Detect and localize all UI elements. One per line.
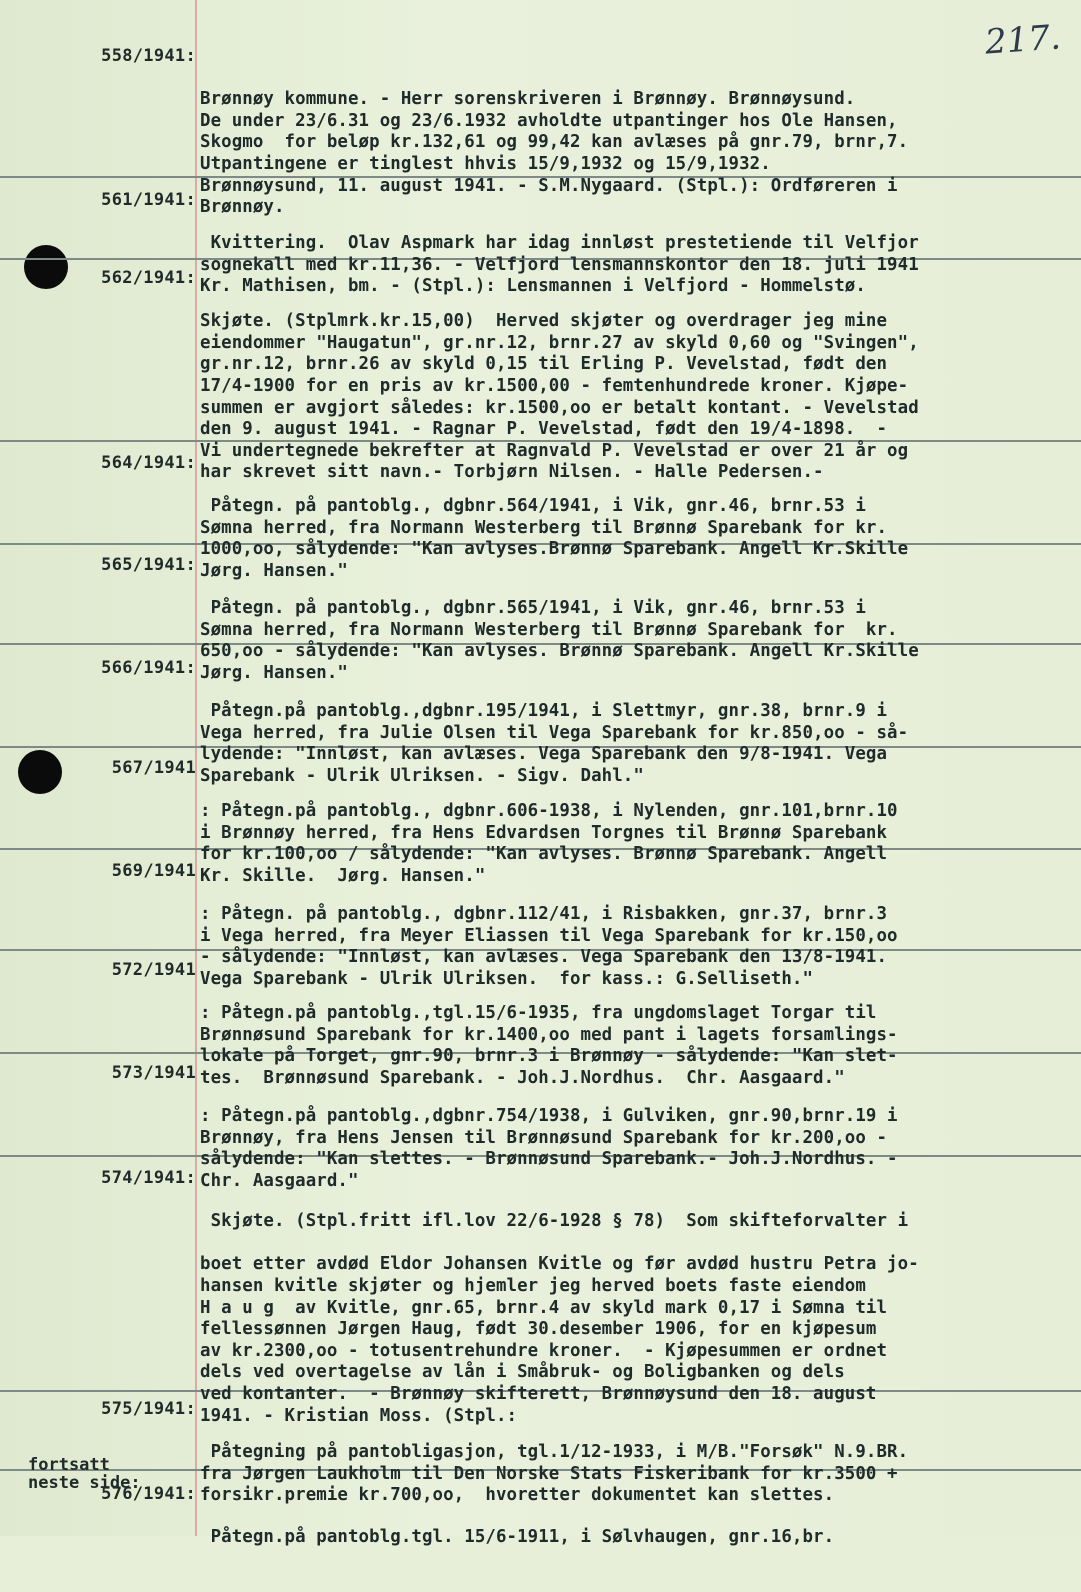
entry-number: 565/1941: — [101, 555, 196, 575]
entry-number: 575/1941: — [101, 1399, 196, 1419]
ledger-entry — [0, 1484, 1081, 1548]
entry-number: 569/1941 — [111, 861, 196, 881]
entry-text: : Påtegn. på pantoblg., dgbnr.112/41, i Risbakken, gnr.37, brnr.3 i Vega herred, fra Meyer Eliassen til Vega Sparebank for kr.150,oo - sålydende: "Innløst, kan avlæses. Vega Sparebank den 13/8-1941. Vega Sparebank - Ulrik Ulriksen. for kass.: G.Selliseth." — [200, 904, 898, 989]
entry-text: Brønnøy kommune. - Herr sorenskriveren i Brønnøy. Brønnøysund. De under 23/6.31 og 23/6.1932 avholdte utpantinger hos Ole Hansen, Skogmo for beløp kr.132,61 og 99,42 kan avlæses på gnr.79, brnr,7. Utpantingene er tinglest hhvis 15/9,1932 og 15/9,1932. Brønnøysund, 11. august 1941. - S.M.Nygaard. (Stpl.): Ordføreren i Brønnøy. — [200, 89, 909, 218]
entry-number: 574/1941: — [101, 1168, 196, 1188]
entry-text: : Påtegn.på pantoblg.,tgl.15/6-1935, fra ungdomslaget Torgar til Brønnøsund Sparebank for kr.1400,oo med pant i lagets forsamlings- lokale på Torget, gnr.90, brnr.3 i Brønnøy - sålydende: "Kan slet- tes. Brønnøsund Sparebank. - Joh.J.Nordhus. Chr. Aasgaard." — [200, 1003, 898, 1088]
entry-text: Påtegning på pantobligasjon, tgl.1/12-1933, i M/B."Forsøk" N.9.BR. fra Jørgen Laukholm til Den Norske Stats Fiskeribank for kr.3500 + forsikr.premie kr.700,oo, hvoretter dokumentet kan slettes. — [200, 1442, 909, 1506]
entry-text: Skjøte. (Stplmrk.kr.15,00) Herved skjøter og overdrager jeg mine eiendommer "Haugatun", gr.nr.12, brnr.27 av skyld 0,60 og "Svingen", gr.nr.12, brnr.26 av skyld 0,15 til Erling P. Vevelstad, født den 17/4-1900 for en pris av kr.1500,00 - femtenhundrede kroner. Kjøpe- summen er avgjort således: kr.1500,oo er betalt kontant. - Vevelstad den 9. august 1941. - Ragnar P. Vevelstad, født den 19/4-1898. - Vi undertegnede bekrefter at Ragnvald P. Vevelstad er over 21 år og har skrevet sitt navn.- Torbjørn Nilsen. - Halle Pedersen.- — [200, 311, 919, 483]
entry-number: 566/1941: — [101, 658, 196, 678]
page-number: 217. — [983, 17, 1063, 63]
entry-text: Påtegn.på pantoblg.tgl. 15/6-1911, i Sølvhaugen, gnr.16,br. — [200, 1527, 835, 1548]
entry-number: 572/1941 — [111, 960, 196, 980]
entry-number: 564/1941: — [101, 453, 196, 473]
entry-text: : Påtegn.på pantoblg.,dgbnr.754/1938, i Gulviken, gnr.90,brnr.19 i Brønnøy, fra Hens Jensen til Brønnøsund Sparebank for kr.200,oo - sålydende: "Kan slettes. - Brønnøsund Sparebank.- Joh.J.Nordhus. - Chr. Aasgaard." — [200, 1106, 898, 1191]
entry-number: 561/1941: — [101, 190, 196, 210]
entry-text: Påtegn.på pantoblg.,dgbnr.195/1941, i Slettmyr, gnr.38, brnr.9 i Vega herred, fra Julie Olsen til Vega Sparebank for kr.850,oo - så- lydende: "Innløst, kan avlæses. Vega Sparebank den 9/8-1941. Vega Sparebank - Ulrik Ulriksen. - Sigv. Dahl." — [200, 701, 909, 786]
entry-text: Skjøte. (Stpl.fritt ifl.lov 22/6-1928 § 78) Som skifteforvalter i boet etter avdød Eldor Johansen Kvitle og før avdød hustru Petra jo- hansen kvitle skjøter og hjemler jeg herved boets faste eiendom H a u g av Kvitle, gnr.65, brnr.4 av skyld mark 0,17 i Sømna til fellessønnen Jørgen Haug, født 30.desember 1906, for en kjøpesum av kr.2300,oo - totusentrehundre kroner. - Kjøpesummen er ordnet dels ved overtagelse av lån i Småbruk- og Boligbanken og dels ved kontanter. - Brønnøy skifterett, Brønnøysund den 18. august 1941. - Kristian Moss. (Stpl.: — [200, 1211, 919, 1426]
continued-note-text: fortsatt neste side: — [28, 1455, 141, 1493]
entry-text: Påtegn. på pantoblg., dgbnr.565/1941, i Vik, gnr.46, brnr.53 i Sømna herred, fra Normann Westerberg til Brønnø Sparebank for kr. 650,oo - sålydende: "Kan avlyses. Brønnø Sparebank. Angell Kr.Skille Jørg. Hansen." — [200, 598, 919, 683]
entry-text: : Påtegn.på pantoblg., dgbnr.606-1938, i Nylenden, gnr.101,brnr.10 i Brønnøy herred, fra Hens Edvardsen Torgnes til Brønnø Sparebank for kr.100,oo / sålydende: "Kan avlyses. Brønnø Sparebank. Angell Kr. Skille. Jørg. Hansen." — [200, 801, 898, 886]
entry-number: 573/1941 — [111, 1063, 196, 1083]
entry-number: 567/1941 — [111, 758, 196, 778]
entry-text: Kvittering. Olav Aspmark har idag innløst prestetiende til Velfjor sognekall med kr.11,36. - Velfjord lensmannskontor den 18. juli 1941 Kr. Mathisen, bm. - (Stpl.): Lensmannen i Velfjord - Hommelstø. — [200, 233, 919, 297]
entry-number: 562/1941: — [101, 268, 196, 288]
entry-number: 558/1941: — [101, 46, 196, 66]
entry-text: Påtegn. på pantoblg., dgbnr.564/1941, i Vik, gnr.46, brnr.53 i Sømna herred, fra Normann Westerberg til Brønnø Sparebank for kr. 1000,oo, sålydende: "Kan avlyses.Brønnø Sparebank. Angell Kr.Skille Jørg. Hansen." — [200, 496, 909, 581]
entry-number: 576/1941: — [101, 1484, 196, 1504]
